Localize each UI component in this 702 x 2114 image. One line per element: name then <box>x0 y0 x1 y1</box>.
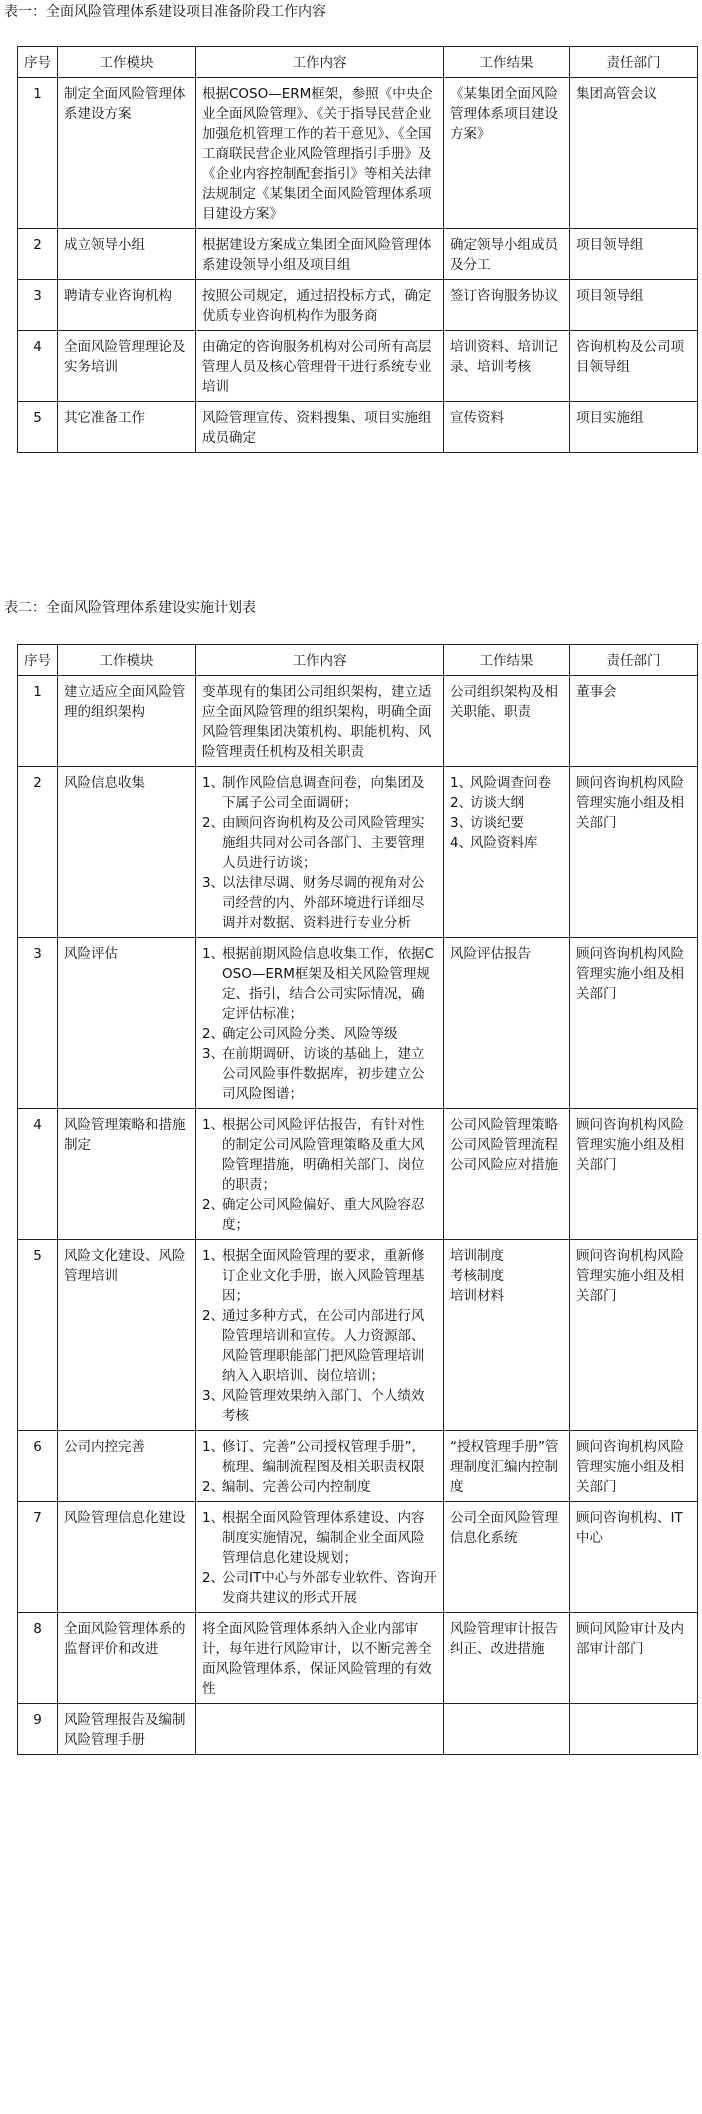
table-row <box>18 1431 698 1502</box>
row-content <box>196 1240 444 1431</box>
row-content: 根据建设方案成立集团全面风险管理体系建设领导小组及项目组 <box>196 229 444 280</box>
row-result: 公司风险管理策略公司风险管理流程公司风险应对措施 <box>444 1109 570 1240</box>
row-dept: 咨询机构及公司项目领导组 <box>570 331 698 402</box>
item-text: 编制、完善公司内控制度 <box>222 1479 371 1495</box>
table-row <box>18 767 698 938</box>
item-number: 3、 <box>202 875 225 891</box>
row-content <box>196 1502 444 1613</box>
row-content: 由确定的咨询服务机构对公司所有高层管理人员及核心管理骨干进行系统专业培训 <box>196 331 444 402</box>
table2-caption: 表二：全面风险管理体系建设实施计划表 <box>4 600 256 616</box>
row-module: 风险管理信息化建设 <box>58 1502 196 1613</box>
row-no: 5 <box>18 402 58 453</box>
table-row <box>18 1240 698 1431</box>
row-no: 2 <box>18 229 58 280</box>
row-module: 风险管理策略和措施制定 <box>58 1109 196 1240</box>
item-text: 风险管理效果纳入部门、个人绩效考核 <box>222 1388 425 1424</box>
list-item <box>202 1024 437 1044</box>
row-no: 4 <box>18 1109 58 1240</box>
item-number: 2、 <box>202 1026 225 1042</box>
list-item <box>450 813 563 833</box>
row-dept: 顾问咨询机构风险管理实施小组及相关部门 <box>570 1240 698 1431</box>
list-item <box>202 1195 437 1235</box>
row-module: 成立领导小组 <box>58 229 196 280</box>
row-module: 风险信息收集 <box>58 767 196 938</box>
row-no: 8 <box>18 1613 58 1704</box>
table1-caption: 表一：全面风险管理体系建设项目准备阶段工作内容 <box>4 4 326 20</box>
row-dept: 顾问风险审计及内部审计部门 <box>570 1613 698 1704</box>
row-content <box>196 1431 444 1502</box>
row-dept: 集团高管会议 <box>570 78 698 229</box>
row-module: 风险评估 <box>58 938 196 1109</box>
row-no: 3 <box>18 938 58 1109</box>
item-number: 1、 <box>202 1510 225 1526</box>
row-dept: 项目实施组 <box>570 402 698 453</box>
item-number: 1、 <box>202 775 225 791</box>
header-result: 工作结果 <box>444 645 570 676</box>
row-no: 1 <box>18 676 58 767</box>
item-text: 以法律尽调、财务尽调的视角对公司经营的内、外部环境进行详细尽调并对数据、资料进行专业分析 <box>222 875 425 931</box>
item-number: 3、 <box>202 1046 225 1062</box>
row-result: 签订咨询服务协议 <box>444 280 570 331</box>
row-content <box>196 1704 444 1755</box>
table2-header-row <box>18 645 698 676</box>
row-module: 全面风险管理理论及实务培训 <box>58 331 196 402</box>
row-module: 风险文化建设、风险管理培训 <box>58 1240 196 1431</box>
item-number: 1、 <box>202 946 225 962</box>
row-result <box>444 1240 570 1431</box>
item-number: 1、 <box>202 1117 225 1133</box>
result-line: 考核制度 <box>450 1268 504 1284</box>
list-item <box>202 1306 437 1386</box>
item-number: 3、 <box>202 1388 225 1404</box>
table-row <box>18 402 698 453</box>
item-number: 1、 <box>202 1248 225 1264</box>
row-no: 3 <box>18 280 58 331</box>
row-module: 聘请专业咨询机构 <box>58 280 196 331</box>
item-text: 在前期调研、访谈的基础上，建立公司风险事件数据库，初步建立公司风险图谱； <box>222 1046 425 1102</box>
row-no: 9 <box>18 1704 58 1755</box>
row-no: 4 <box>18 331 58 402</box>
item-text: 通过多种方式，在公司内部进行风险管理培训和宣传。人力资源部、风险管理职能部门把风险管理培训纳入入职培训、岗位培训； <box>222 1308 425 1384</box>
item-number: 2、 <box>202 1570 225 1586</box>
row-result: 培训资料、培训记录、培训考核 <box>444 331 570 402</box>
list-item <box>450 793 563 813</box>
row-result <box>444 1704 570 1755</box>
list-item <box>202 1508 437 1568</box>
row-module: 建立适应全面风险管理的组织架构 <box>58 676 196 767</box>
row-dept: 顾问咨询机构风险管理实施小组及相关部门 <box>570 1431 698 1502</box>
row-result: 宣传资料 <box>444 402 570 453</box>
header-module: 工作模块 <box>58 645 196 676</box>
item-text: 访谈大纲 <box>470 795 524 811</box>
row-content <box>196 938 444 1109</box>
table-row <box>18 1704 698 1755</box>
row-no: 6 <box>18 1431 58 1502</box>
list-item <box>202 773 437 813</box>
list-item <box>202 1477 437 1497</box>
table1 <box>17 46 698 453</box>
item-number: 3、 <box>450 815 473 831</box>
item-number: 1、 <box>450 775 473 791</box>
row-result: “授权管理手册”管理制度汇编内控制度 <box>444 1431 570 1502</box>
list-item <box>202 1568 437 1608</box>
row-module: 制定全面风险管理体系建设方案 <box>58 78 196 229</box>
item-number: 2、 <box>450 795 473 811</box>
item-number: 2、 <box>202 1308 225 1324</box>
item-number: 4、 <box>450 835 473 851</box>
header-result: 工作结果 <box>444 47 570 78</box>
row-dept: 董事会 <box>570 676 698 767</box>
row-module: 风险管理报告及编制风险管理手册 <box>58 1704 196 1755</box>
table-row <box>18 1109 698 1240</box>
list-item <box>202 1115 437 1195</box>
table-row <box>18 78 698 229</box>
item-text: 风险资料库 <box>470 835 538 851</box>
header-no: 序号 <box>18 645 58 676</box>
row-no: 5 <box>18 1240 58 1431</box>
table-row <box>18 331 698 402</box>
row-dept: 顾问咨询机构、IT中心 <box>570 1502 698 1613</box>
list-item <box>450 773 563 793</box>
result-line: 培训材料 <box>450 1288 504 1304</box>
item-text: 确定公司风险偏好、重大风险容忍度； <box>222 1197 425 1233</box>
list-item <box>202 944 437 1024</box>
row-result: 公司全面风险管理信息化系统 <box>444 1502 570 1613</box>
item-text: 访谈纪要 <box>470 815 524 831</box>
header-content: 工作内容 <box>196 645 444 676</box>
row-module: 公司内控完善 <box>58 1431 196 1502</box>
row-result: 风险管理审计报告纠正、改进措施 <box>444 1613 570 1704</box>
row-dept: 项目领导组 <box>570 229 698 280</box>
row-result <box>444 767 570 938</box>
item-number: 2、 <box>202 1479 225 1495</box>
item-text: 修订、完善“公司授权管理手册”，梳理、编制流程图及相关职责权限 <box>222 1439 425 1475</box>
row-result: 《某集团全面风险管理体系项目建设方案》 <box>444 78 570 229</box>
row-no: 7 <box>18 1502 58 1613</box>
row-content: 将全面风险管理体系纳入企业内部审计，每年进行风险审计，以不断完善全面风险管理体系，保证风险管理的有效性 <box>196 1613 444 1704</box>
table2 <box>17 644 698 1755</box>
item-text: 根据公司风险评估报告，有针对性的制定公司风险管理策略及重大风险管理措施，明确相关部门、岗位的职责； <box>222 1117 425 1193</box>
item-number: 2、 <box>202 1197 225 1213</box>
row-content <box>196 1109 444 1240</box>
row-dept: 项目领导组 <box>570 280 698 331</box>
list-item <box>450 833 563 853</box>
list-item <box>202 873 437 933</box>
table-row <box>18 676 698 767</box>
row-content: 变革现有的集团公司组织架构，建立适应全面风险管理的组织架构，明确全面风险管理集团决策机构、职能机构、风险管理责任机构及相关职责 <box>196 676 444 767</box>
item-text: 制作风险信息调查问卷，向集团及下属子公司全面调研； <box>222 775 425 811</box>
table-row <box>18 938 698 1109</box>
row-content: 根据COSO—ERM框架，参照《中央企业全面风险管理》、《关于指导民营企业加强危机管理工作的若干意见》、《全国工商联民营企业风险管理指引手册》及《企业内容控制配套指引》等相关法律法规制定《某集团全面风险管理体系项目建设方案》 <box>196 78 444 229</box>
list-item <box>202 1437 437 1477</box>
item-number: 1、 <box>202 1439 225 1455</box>
table-row <box>18 1613 698 1704</box>
row-content <box>196 767 444 938</box>
row-content: 按照公司规定，通过招投标方式，确定优质专业咨询机构作为服务商 <box>196 280 444 331</box>
table-row <box>18 280 698 331</box>
row-dept: 顾问咨询机构风险管理实施小组及相关部门 <box>570 938 698 1109</box>
row-result: 公司组织架构及相关职能、职责 <box>444 676 570 767</box>
header-dept: 责任部门 <box>570 645 698 676</box>
header-module: 工作模块 <box>58 47 196 78</box>
row-no: 1 <box>18 78 58 229</box>
item-text: 由顾问咨询机构及公司风险管理实施组共同对公司各部门、主要管理人员进行访谈； <box>222 815 425 871</box>
row-module: 全面风险管理体系的监督评价和改进 <box>58 1613 196 1704</box>
item-text: 风险调查问卷 <box>470 775 551 791</box>
list-item <box>202 1246 437 1306</box>
table-row <box>18 229 698 280</box>
row-result: 风险评估报告 <box>444 938 570 1109</box>
item-text: 根据全面风险管理的要求，重新修订企业文化手册，嵌入风险管理基因； <box>222 1248 425 1304</box>
item-text: 根据前期风险信息收集工作，依据COSO—ERM框架及相关风险管理规定、指引，结合公司实际情况，确定评估标准； <box>222 946 434 1022</box>
list-item <box>202 813 437 873</box>
row-no: 2 <box>18 767 58 938</box>
item-text: 公司IT中心与外部专业软件、咨询开发商共建议的形式开展 <box>222 1570 437 1606</box>
table-row <box>18 1502 698 1613</box>
row-content: 风险管理宣传、资料搜集、项目实施组成员确定 <box>196 402 444 453</box>
item-text: 确定公司风险分类、风险等级 <box>222 1026 398 1042</box>
list-item <box>202 1386 437 1426</box>
item-number: 2、 <box>202 815 225 831</box>
header-dept: 责任部门 <box>570 47 698 78</box>
item-text: 根据全面风险管理体系建设、内容制度实施情况，编制企业全面风险管理信息化建设规划； <box>222 1510 425 1566</box>
row-dept: 顾问咨询机构风险管理实施小组及相关部门 <box>570 1109 698 1240</box>
row-module: 其它准备工作 <box>58 402 196 453</box>
result-line: 培训制度 <box>450 1248 504 1264</box>
header-content: 工作内容 <box>196 47 444 78</box>
list-item <box>202 1044 437 1104</box>
row-result: 确定领导小组成员及分工 <box>444 229 570 280</box>
header-no: 序号 <box>18 47 58 78</box>
row-dept <box>570 1704 698 1755</box>
row-dept: 顾问咨询机构风险管理实施小组及相关部门 <box>570 767 698 938</box>
table1-header-row <box>18 47 698 78</box>
